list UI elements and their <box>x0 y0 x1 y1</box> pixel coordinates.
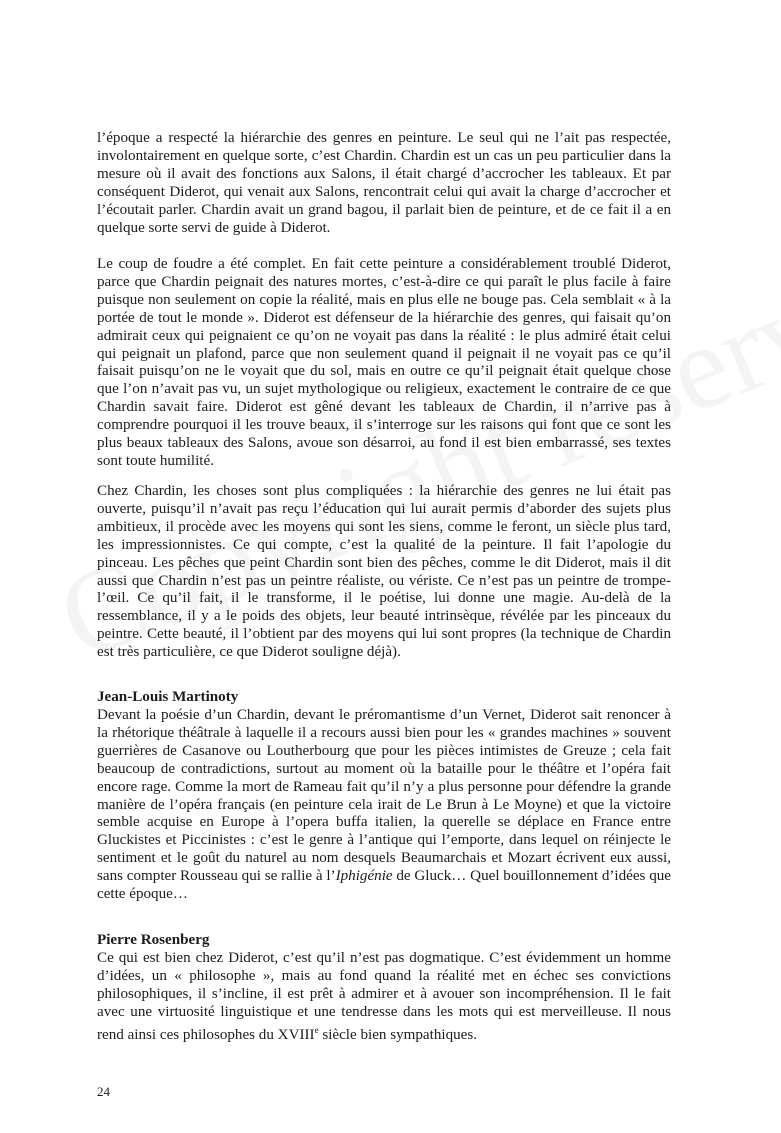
page-number: 24 <box>97 1084 110 1099</box>
speaker-name-martinoty: Jean-Louis Martinoty <box>97 689 239 705</box>
paragraph-hierarchy-intro: l’époque a respecté la hiérarchie des genres en peinture. Le seul qui ne l’ait pas respectée, involontairement en quelque sorte, c’est Chardin. Chardin est un cas un peu particulier dans la mesure où il avait des fonctions aux Salons, il était chargé d’accrocher les tableaux. Et par conséquent Diderot, qui venait aux Salons, rencontrait celui qui avait la charge d’accrocher et l’écoutait parler. Chardin avait un grand bagou, il parlait bien de peinture, et de ce fait il a en quelque sorte servi de guide à Diderot. <box>97 130 671 236</box>
opera-title-iphigenie: Iphigénie <box>335 868 393 885</box>
paragraph-martinoty-text-start: Devant la poésie d’un Chardin, devant le préromantisme d’un Vernet, Diderot sait renoncer à la rhétorique théâtrale à laquelle il a recours aussi bien pour les « grandes machines » souvent guerrières de Casanove ou Loutherbourg que pour les pièces intimistes de Greuze ; cela fait beaucoup de contradictions, surtout au moment où la bataille pour le théâtre et l’opéra fait encore rage. Comme la mort de Rameau fait qu’il n’y a plus personne pour défendre la grande manière de l’opéra français (en peinture cela irait de Le Brun à Le Moyne) et que la victoire semble acquise en Europe à l’opera buffa italien, la querelle se déplace en France entre Gluckistes et Piccinistes : c’est le genre à l’antique qui l’emporte, dans lequel on réinjecte le sentiment et le goût du naturel au nom desquels Beaumarchais et Mozart écrivent eux aussi, sans compter Rousseau qui se rallie à l’ <box>97 707 671 885</box>
speaker-name-rosenberg: Pierre Rosenberg <box>97 932 210 948</box>
paragraph-martinoty-text-end: de Gluck… Quel bouillonnement d’idées que cette époque… <box>97 868 671 903</box>
century-superscript: e <box>314 1024 319 1035</box>
paragraph-chez-chardin: Chez Chardin, les choses sont plus compliquées : la hiérarchie des genres ne lui était pas ouverte, puisqu’il n’avait pas reçu l’éducation qui lui aurait permis d’aborder des sujets plus ambitieux, il procède avec les moyens qui sont les siens, comme le feront, un siècle plus tard, les impressionnistes. Ce qui compte, c’est la qualité de la peinture. Il fait l’apologie du pinceau. Les pêches que peint Chardin sont bien des pêches, comme le dit Diderot, mais il dit aussi que Chardin n’est pas un peintre réaliste, ou vériste. Ce n’est pas un peintre de trompe-l’œil. Ce qu’il fait, il le transforme, il le poétise, lui donne une magie. Au-delà de la ressemblance, il y a le poids des objets, leur beauté intrinsèque, révélée par les pinceaux du peintre. Cette beauté, il l’obtient par des moyens qui lui sont propres (la technique de Chardin est très particulière, ce que Diderot souligne déjà). <box>97 483 671 661</box>
paragraph-rosenberg-text-end: siècle bien sympathiques. <box>318 1026 478 1043</box>
paragraph-coup-de-foudre: Le coup de foudre a été complet. En fait cette peinture a considérablement troublé Diderot, parce que Chardin peignait des natures mortes, c’est-à-dire ce qui paraît le plus facile à faire puisque non seulement on copie la réalité, mais en plus elle ne bouge pas. Cela semblait « à la portée de tout le monde ». Diderot est défenseur de la hiérarchie des genres, qui faisait qu’on admirait ceux qui peignaient ce qu’on ne voyait pas dans la réalité : le plus admiré était celui qui peignait un plafond, parce que non seulement quand il peignait il ne voyait pas ce qu’il faisait puisqu’on ne le voyait que du sol, mais en outre ce qu’il peignait était quelque chose que l’on n’avait pas vu, un sujet mythologique ou religieux, exactement le contraire de ce que Chardin savait faire. Diderot est gêné devant les tableaux de Chardin, il n’arrive pas à comprendre pourquoi il les trouve beaux, il s’interroge sur les raisons qui font que ce sont les plus beaux tableaux des Salons, avoue son désarroi, au fond il est bien embarrassé, ses textes sont toute humilité. <box>97 256 671 469</box>
paragraph-rosenberg <box>97 950 671 1045</box>
paragraph-rosenberg-text-start: Ce qui est bien chez Diderot, c’est qu’il n’est pas dogmatique. C’est évidemment un homme d’idées, un « philosophe », mais au fond quand la réalité met en échec ses convictions philosophiques, il s’incline, il est prêt à admirer et à avouer son incompréhension. Il le fait avec une virtuosité linguistique et une tendresse dans les mots qui est merveilleuse. Il nous rend ainsi ces philosophes du XVIII <box>97 950 671 1043</box>
paragraph-martinoty <box>97 707 671 904</box>
